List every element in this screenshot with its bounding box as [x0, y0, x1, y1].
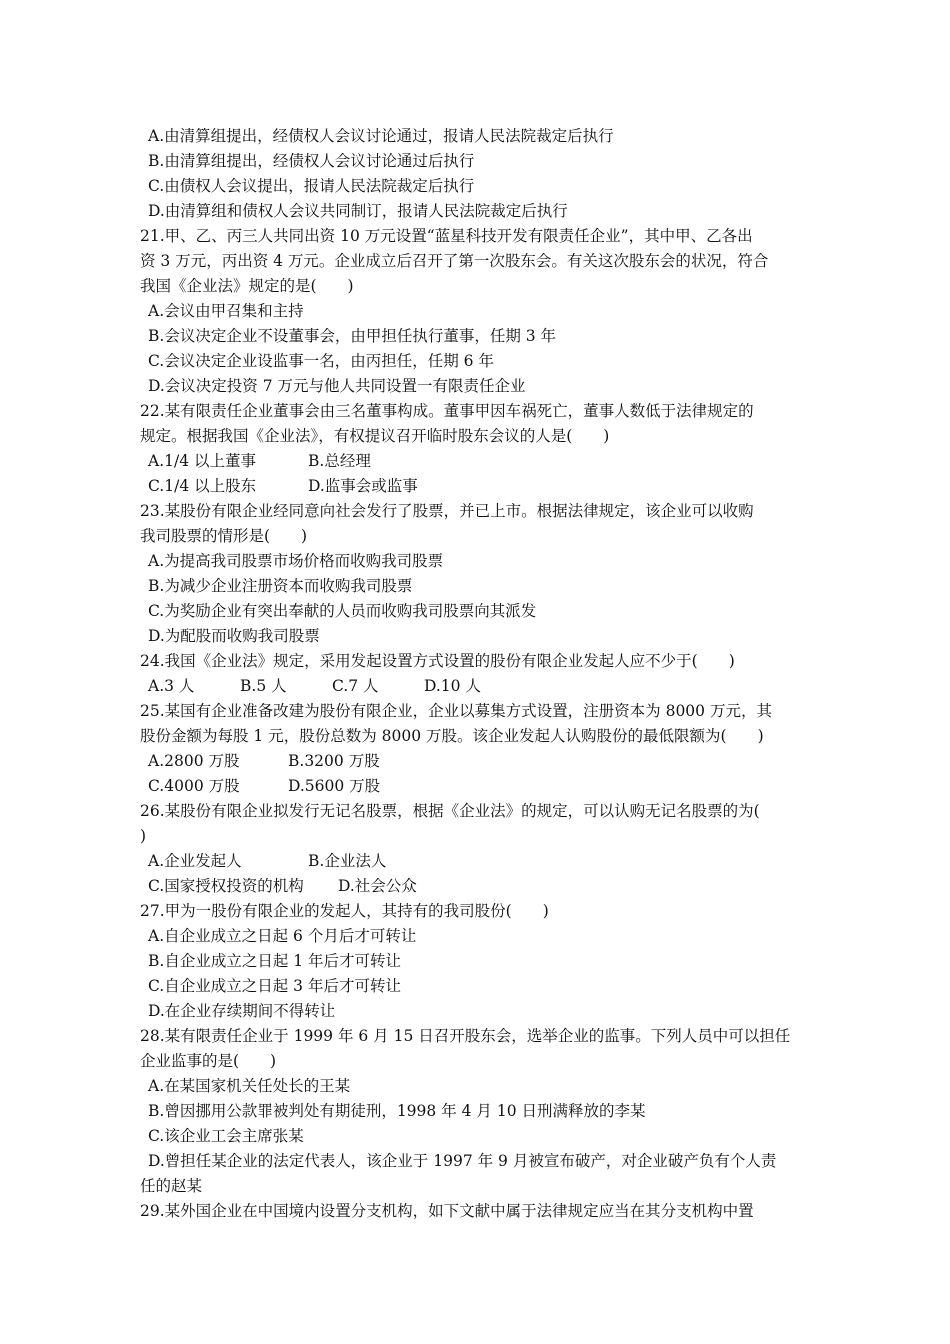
option-item: A.企业发起人 [148, 852, 242, 870]
option-line: C.为奖励企业有突出奉献的人员而收购我司股票向其派发 [148, 602, 537, 620]
question-line: 23.某股份有限企业经同意向社会发行了股票，并已上市。根据法律规定，该企业可以收购 [140, 502, 754, 520]
option-item: B.企业法人 [308, 852, 387, 870]
option-row [140, 849, 812, 874]
option-line: B.会议决定企业不设董事会，由甲担任执行董事，任期 3 年 [148, 327, 557, 345]
question-line: 27.甲为一股份有限企业的发起人，其持有的我司股份( ) [140, 902, 549, 920]
question-line: 股份金额为每股 1 元，股份总数为 8000 万股。该企业发起人认购股份的最低限额为( ) [140, 727, 764, 745]
option-item: B.总经理 [308, 452, 371, 470]
question-line: 26.某股份有限企业拟发行无记名股票，根据《企业法》的规定，可以认购无记名股票的为( [140, 802, 760, 820]
option-item: B.5 人 [240, 677, 287, 695]
option-line: A.为提高我司股票市场价格而收购我司股票 [148, 552, 444, 570]
option-row [140, 474, 812, 499]
question-line: 企业监事的是( ) [140, 1052, 277, 1070]
question-line: 我司股票的情形是( ) [140, 527, 308, 545]
option-line: C.会议决定企业设监事一名，由丙担任，任期 6 年 [148, 352, 494, 370]
option-item: A.2800 万股 [148, 752, 240, 770]
option-row [140, 674, 812, 699]
option-line: B.自企业成立之日起 1 年后才可转让 [148, 952, 402, 970]
option-line: A.由清算组提出，经债权人会议讨论通过，报请人民法院裁定后执行 [148, 127, 614, 145]
document-page [140, 124, 812, 1224]
question-line: 21.甲、乙、丙三人共同出资 10 万元设置“蓝星科技开发有限责任企业”，其中甲、乙各出 [140, 227, 753, 245]
question-line: 29.某外国企业在中国境内设置分支机构，如下文献中属于法律规定应当在其分支机构中置 [140, 1202, 754, 1220]
option-item: D.监事会或监事 [308, 477, 418, 495]
option-line: D.由清算组和债权人会议共同制订，报请人民法院裁定后执行 [148, 202, 568, 220]
option-item: A.3 人 [148, 677, 195, 695]
question-line: 我国《企业法》规定的是( ) [140, 277, 354, 295]
question-line: ) [140, 827, 147, 845]
option-line: C.自企业成立之日起 3 年后才可转让 [148, 977, 401, 995]
option-row [140, 749, 812, 774]
option-item: C.4000 万股 [148, 777, 240, 795]
option-row [140, 874, 812, 899]
option-item: D.10 人 [424, 677, 481, 695]
question-line: 24.我国《企业法》规定，采用发起设置方式设置的股份有限企业发起人应不少于( ) [140, 652, 735, 670]
option-line: A.在某国家机关任处长的王某 [148, 1077, 351, 1095]
question-line: 规定。根据我国《企业法》，有权提议召开临时股东会议的人是( ) [140, 427, 610, 445]
option-item: A.1/4 以上董事 [148, 452, 256, 470]
option-row [140, 774, 812, 799]
question-line: 任的赵某 [140, 1177, 203, 1195]
option-line: D.为配股而收购我司股票 [148, 627, 320, 645]
option-line: D.曾担任某企业的法定代表人，该企业于 1997 年 9 月被宣布破产，对企业破产负有个人责 [148, 1152, 777, 1170]
option-line: D.会议决定投资 7 万元与他人共同设置一有限责任企业 [148, 377, 526, 395]
question-line: 22.某有限责任企业董事会由三名董事构成。董事甲因车祸死亡，董事人数低于法律规定的 [140, 402, 754, 420]
option-line: D.在企业存续期间不得转让 [148, 1002, 336, 1020]
option-line: B.为减少企业注册资本而收购我司股票 [148, 577, 413, 595]
option-item: D.5600 万股 [288, 777, 381, 795]
question-line: 28.某有限责任企业于 1999 年 6 月 15 日召开股东会，选举企业的监事。下列人员中可以担任 [140, 1027, 791, 1045]
question-line: 25.某国有企业准备改建为股份有限企业，企业以募集方式设置，注册资本为 8000 万元，其 [140, 702, 772, 720]
option-line: B.曾因挪用公款罪被判处有期徒刑，1998 年 4 月 10 日刑满释放的李某 [148, 1102, 646, 1120]
option-line: C.该企业工会主席张某 [148, 1127, 304, 1145]
option-item: B.3200 万股 [288, 752, 380, 770]
option-line: A.自企业成立之日起 6 个月后才可转让 [148, 927, 417, 945]
option-line: A.会议由甲召集和主持 [148, 302, 304, 320]
option-item: C.1/4 以上股东 [148, 477, 257, 495]
option-item: C.7 人 [332, 677, 379, 695]
option-row [140, 449, 812, 474]
option-line: C.由债权人会议提出，报请人民法院裁定后执行 [148, 177, 475, 195]
option-item: D.社会公众 [338, 877, 417, 895]
option-item: C.国家授权投资的机构 [148, 877, 304, 895]
question-line: 资 3 万元，丙出资 4 万元。企业成立后召开了第一次股东会。有关这次股东会的状况，符合 [140, 252, 769, 270]
option-line: B.由清算组提出，经债权人会议讨论通过后执行 [148, 152, 475, 170]
